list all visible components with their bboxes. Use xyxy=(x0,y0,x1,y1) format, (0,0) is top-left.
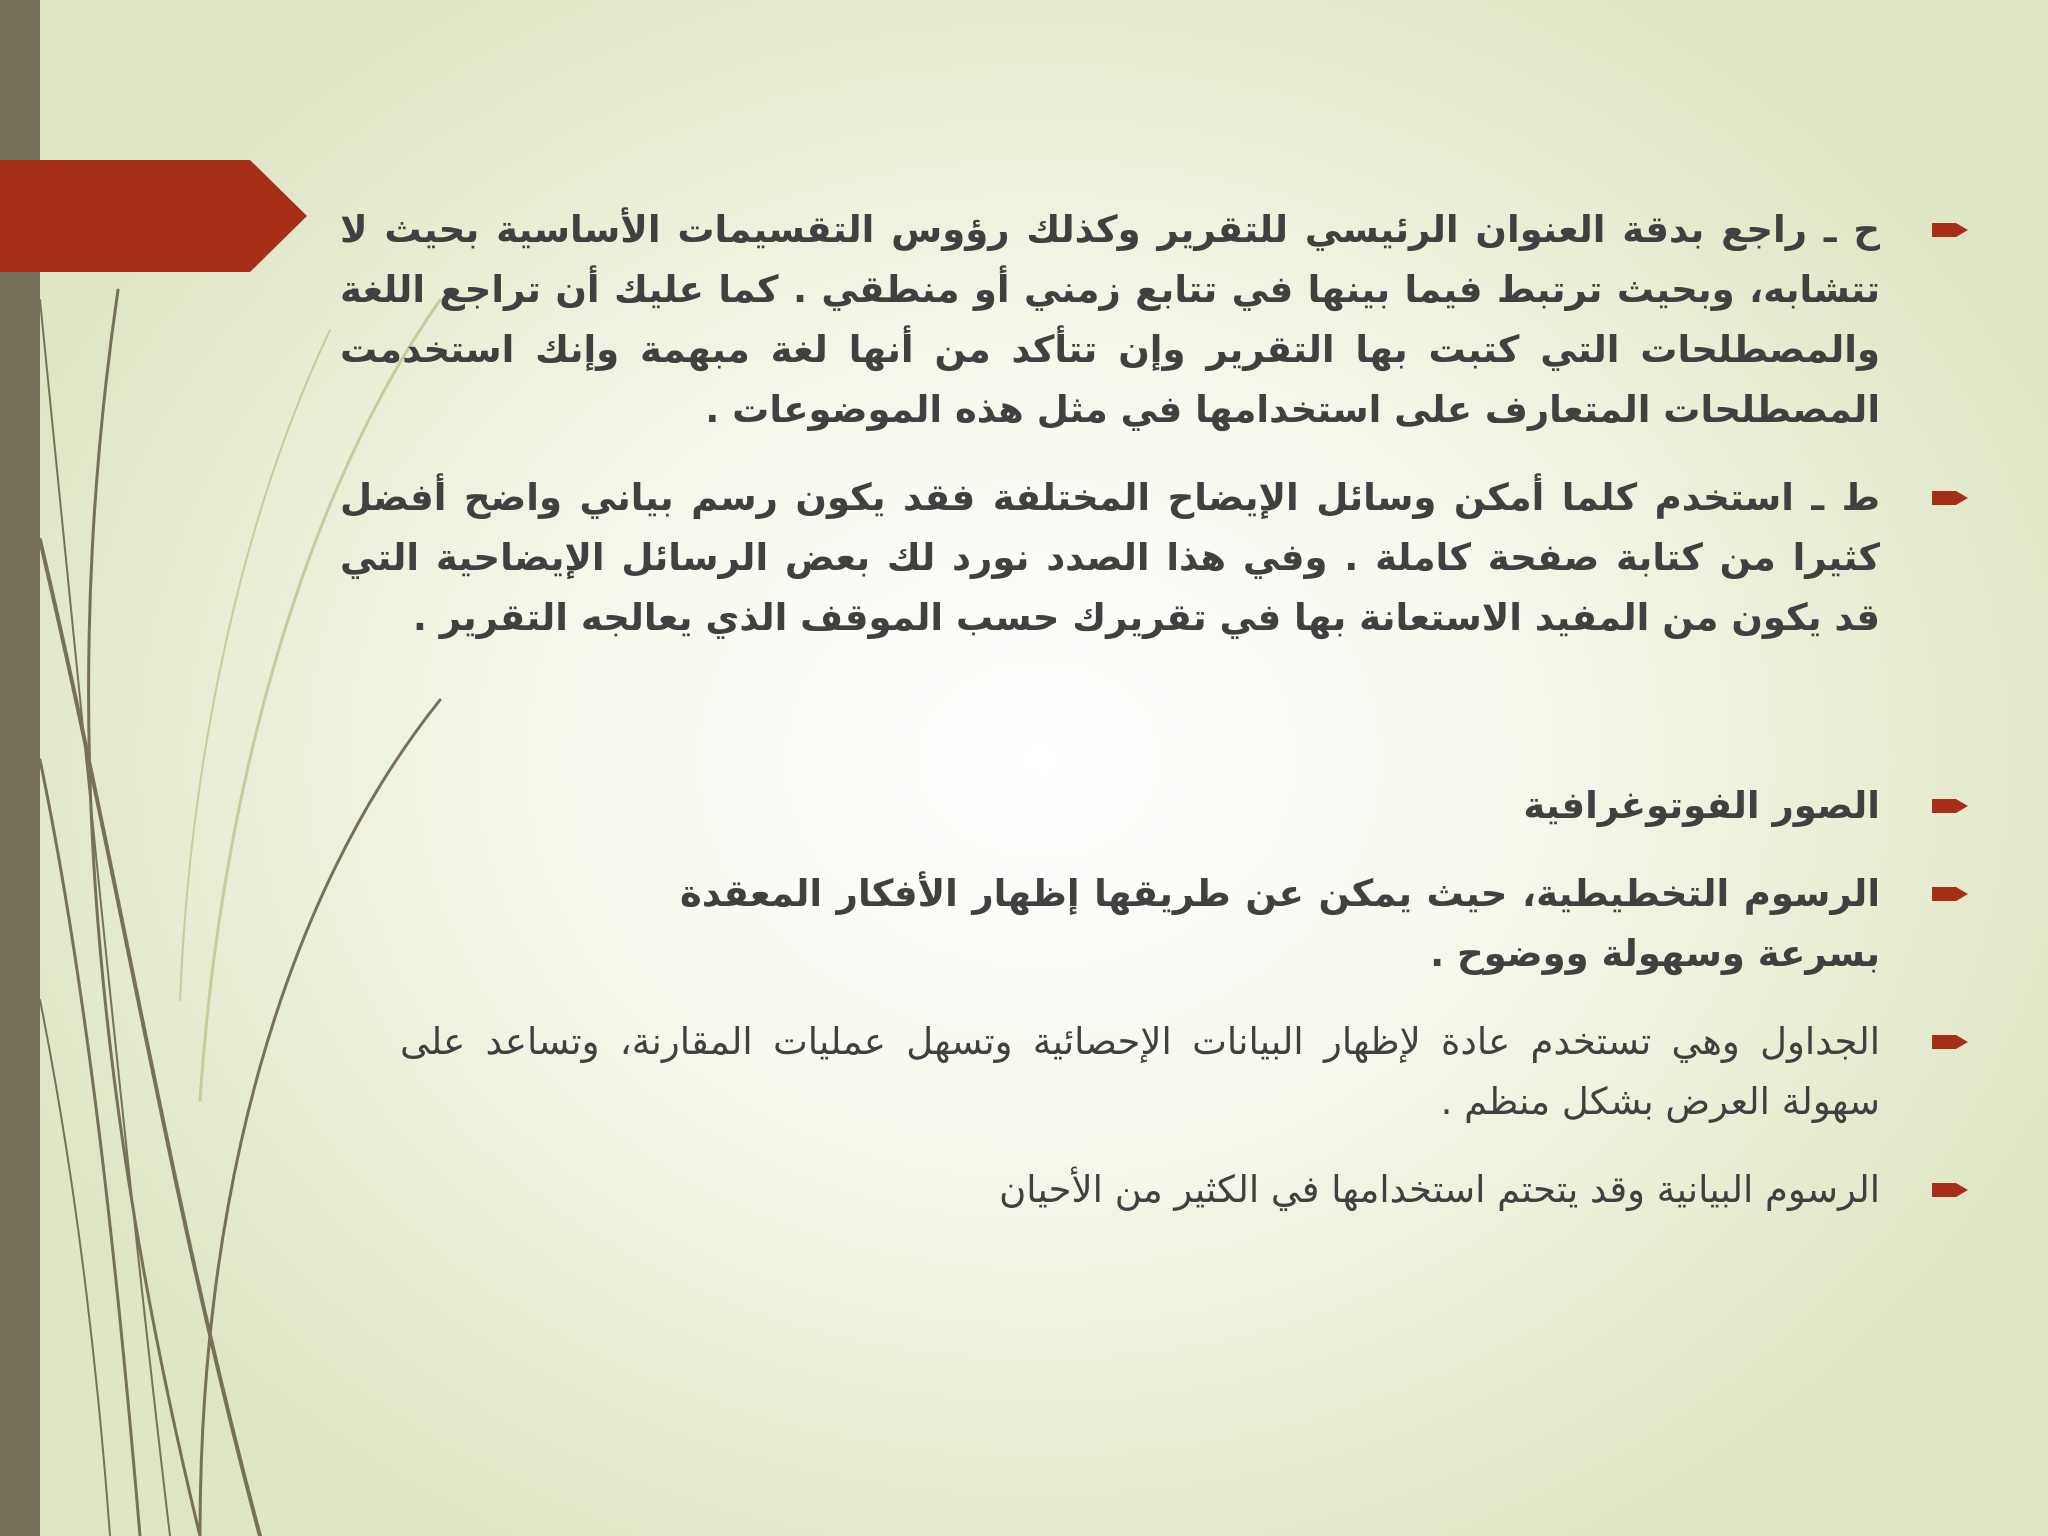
bullet-paragraph-3 xyxy=(340,776,1880,836)
bullet-paragraph-2 xyxy=(340,468,1880,648)
paragraph-text: الجداول وهي تستخدم عادة لإظهار البيانات الإحصائية وتسهل عمليات المقارنة، وتساعد على سهولة العرض بشكل منظم . xyxy=(400,1020,1880,1123)
arrow-right-bullet-icon xyxy=(1932,1180,1968,1200)
bullet-paragraph-4 xyxy=(340,864,1880,984)
paragraph-text: ط ـ استخدم كلما أمكن وسائل الإيضاح المختلفة فقد يكون رسم بياني واضح أفضل كثيرا من كتابة صفحة كاملة . وفي هذا الصدد نورد لك بعض الرسائل الإيضاحية التي قد يكون من المفيد الاستعانة بها في تقريرك حسب الموقف الذي يعالجه التقرير . xyxy=(340,476,1880,639)
bullet-paragraph-1 xyxy=(340,200,1880,440)
arrow-right-bullet-icon xyxy=(1932,1032,1968,1052)
arrow-right-bullet-icon xyxy=(1932,488,1968,508)
slide-body xyxy=(340,200,1880,1220)
arrow-right-bullet-icon xyxy=(1932,884,1968,904)
bullet-paragraph-6 xyxy=(340,1160,1880,1220)
paragraph-text: الرسوم البيانية وقد يتحتم استخدامها في الكثير من الأحيان xyxy=(999,1168,1880,1211)
arrow-right-bullet-icon xyxy=(1932,220,1968,240)
arrow-right-bullet-icon xyxy=(1932,796,1968,816)
paragraph-text: الصور الفوتوغرافية xyxy=(1523,784,1880,827)
bullet-paragraph-5 xyxy=(340,1012,1880,1132)
paragraph-text: الرسوم التخطيطية، حيث يمكن عن طريقها إظهار الأفكار المعقدة بسرعة وسهولة ووضوح . xyxy=(680,872,1880,975)
paragraph-text: ح ـ راجع بدقة العنوان الرئيسي للتقرير وكذلك رؤوس التقسيمات الأساسية بحيث لا تتشابه، وبحيث ترتبط فيما بينها في تتابع زمني أو منطقي . كما عليك أن تراجع اللغة والمصطلحات التي كتبت بها التقرير وإن تتأكد من أنها لغة مبهمة وإنك استخدمت المصطلحات المتعارف على استخدامها في مثل هذه الموضوعات . xyxy=(340,208,1880,431)
